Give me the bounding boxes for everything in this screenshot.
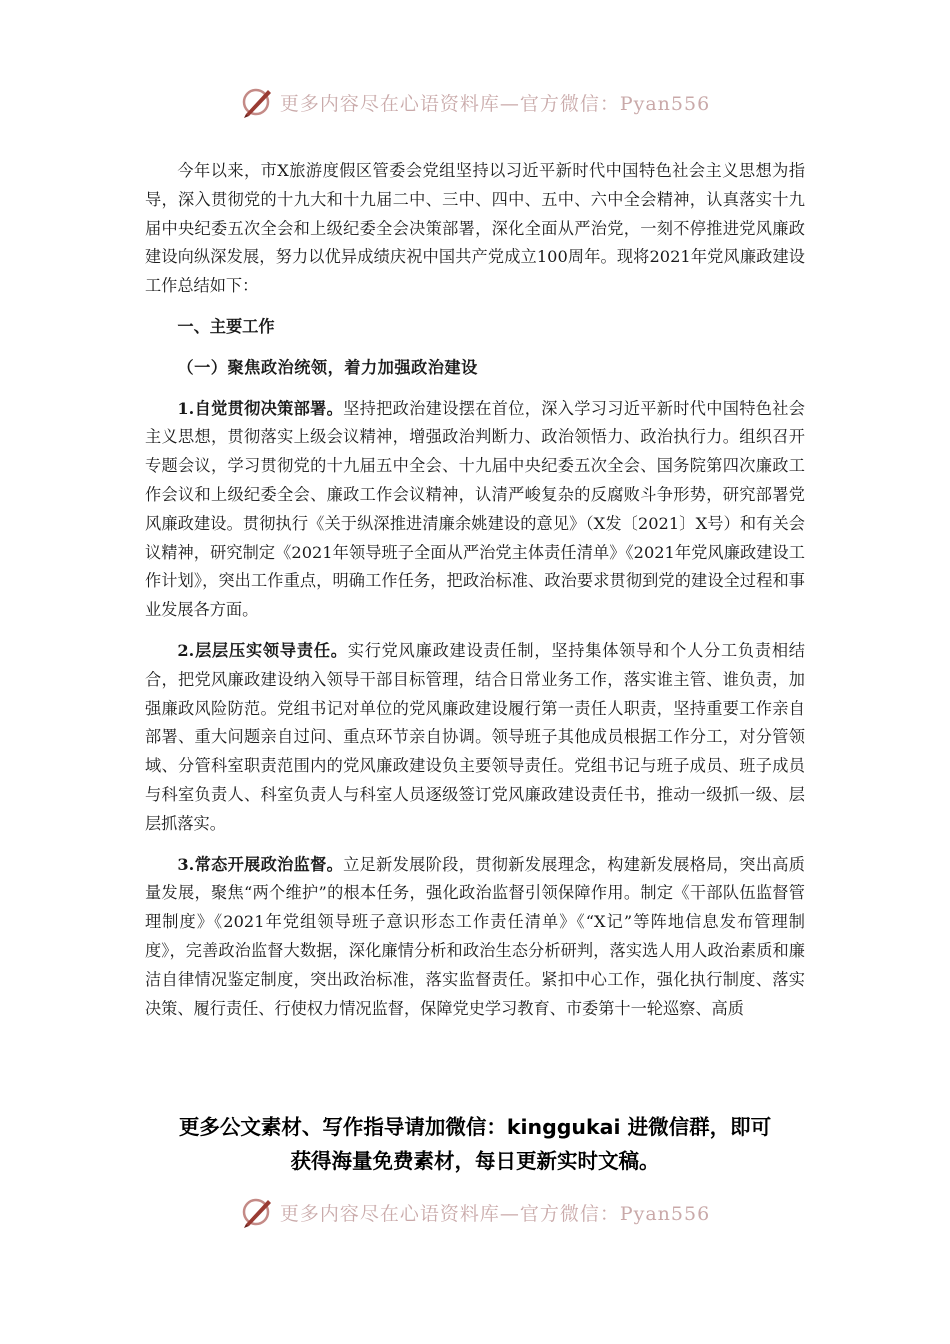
- promo-line-1: 更多公文素材、写作指导请加微信：kinggukai 进微信群，即可: [178, 1115, 772, 1139]
- promo-line-2: 获得海量免费素材，每日更新实时文稿。: [290, 1149, 660, 1173]
- item-paragraph-2: [145, 637, 805, 839]
- promo-notice: [0, 1110, 950, 1178]
- pen-logo-icon: [240, 84, 276, 120]
- item-paragraph-3: [145, 851, 805, 1024]
- item-title-1: 1.自觉贯彻决策部署。: [177, 398, 344, 418]
- section-heading: 一、主要工作: [177, 316, 275, 336]
- watermark-banner-top: [0, 80, 950, 124]
- item-body-2: 实行党风廉政建设责任制，坚持集体领导和个人分工负责相结合，把党风廉政建设纳入领导干部目标管理，结合日常业务工作，落实谁主管、谁负责，加强廉政风险防范。党组书记对单位的党风廉政建设履行第一责任人职责，坚持重要工作亲自部署、重大问题亲自过问、重点环节亲自协调。领导班子其他成员根据工作分工，对分管领域、分管科室职责范围内的党风廉政建设负主要领导责任。党组书记与班子成员、班子成员与科室负责人、科室负责人与科室人员逐级签订党风廉政建设责任书，推动一级抓一级、层层抓落实。: [145, 640, 805, 833]
- item-title-2: 2.层层压实领导责任。: [177, 640, 348, 660]
- item-paragraph-1: [145, 395, 805, 625]
- watermark-text: 更多内容尽在心语资料库—官方微信：Pyan556: [279, 92, 711, 115]
- pen-logo-icon: [240, 1194, 276, 1230]
- watermark-banner-bottom: [0, 1190, 950, 1234]
- item-title-3: 3.常态开展政治监督。: [177, 854, 344, 874]
- subsection-heading: （一）聚焦政治统领，着力加强政治建设: [177, 357, 478, 377]
- intro-paragraph: 今年以来，市X旅游度假区管委会党组坚持以习近平新时代中国特色社会主义思想为指导，深入贯彻党的十九大和十九届二中、三中、四中、五中、六中全会精神，认真落实十九届中央纪委五次全会和上级纪委全会决策部署，深化全面从严治党，一刻不停推进党风廉政建设向纵深发展，努力以优异成绩庆祝中国共产党成立100周年。现将2021年党风廉政建设工作总结如下：: [145, 161, 805, 296]
- item-body-1: 坚持把政治建设摆在首位，深入学习习近平新时代中国特色社会主义思想，贯彻落实上级会议精神，增强政治判断力、政治领悟力、政治执行力。组织召开专题会议，学习贯彻党的十九届五中全会、十九届中央纪委五次全会、国务院第四次廉政工作会议和上级纪委全会、廉政工作会议精神，认清严峻复杂的反腐败斗争形势，研究部署党风廉政建设。贯彻执行《关于纵深推进清廉余姚建设的意见》（X发〔2021〕X号）和有关会议精神，研究制定《2021年领导班子全面从严治党主体责任清单》《2021年党风廉政建设工作计划》，突出工作重点，明确工作任务，把政治标准、政治要求贯彻到党的建设全过程和事业发展各方面。: [145, 398, 805, 620]
- document-body: [145, 157, 805, 1023]
- watermark-text: 更多内容尽在心语资料库—官方微信：Pyan556: [279, 1202, 711, 1225]
- item-body-3: 立足新发展阶段，贯彻新发展理念，构建新发展格局，突出高质量发展，聚焦“两个维护”的根本任务，强化政治监督引领保障作用。制定《干部队伍监督管理制度》《2021年党组领导班子意识形态工作责任清单》《“X记”等阵地信息发布管理制度》，完善政治监督大数据，深化廉情分析和政治生态分析研判，落实选人用人政治素质和廉洁自律情况鉴定制度，突出政治标准，落实监督责任。紧扣中心工作，强化执行制度、落实决策、履行责任、行使权力情况监督，保障党史学习教育、市委第十一轮巡察、高质: [145, 854, 805, 1018]
